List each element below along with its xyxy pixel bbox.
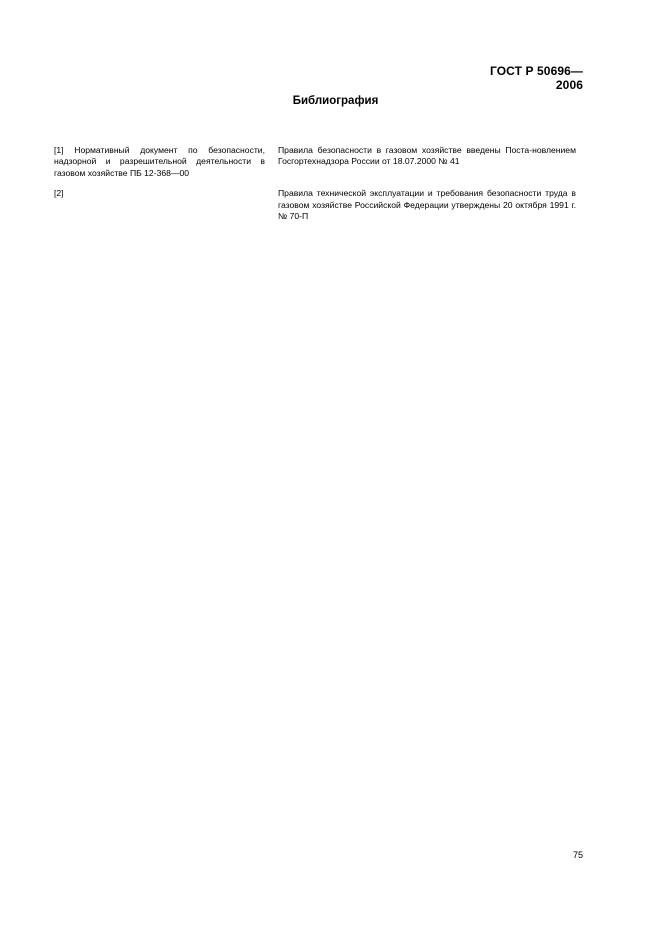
bibliography-entry bbox=[54, 188, 576, 222]
bibliography-entry bbox=[54, 145, 576, 179]
document-code: ГОСТ Р 50696—2006 bbox=[489, 64, 583, 92]
section-title: Библиография bbox=[292, 95, 379, 107]
bibliography-description: Правила технической эксплуатации и требования безопасности труда в газовом хозяйстве Российской Федерации утверждены 20 октября 1991 г. № 70-П bbox=[278, 188, 576, 222]
page-number: 75 bbox=[572, 850, 583, 860]
bibliography-reference: [1] Нормативный документ по безопасности, надзорной и разрешительной деятельности в газовом хозяйстве ПБ 12-368—00 bbox=[54, 145, 265, 178]
bibliography-description: Правила безопасности в газовом хозяйстве введены Поста-новлением Госгортехнадзора России от 18.07.2000 № 41 bbox=[278, 145, 576, 167]
bibliography-reference: [2] bbox=[54, 188, 64, 199]
bibliography-list bbox=[54, 145, 576, 231]
